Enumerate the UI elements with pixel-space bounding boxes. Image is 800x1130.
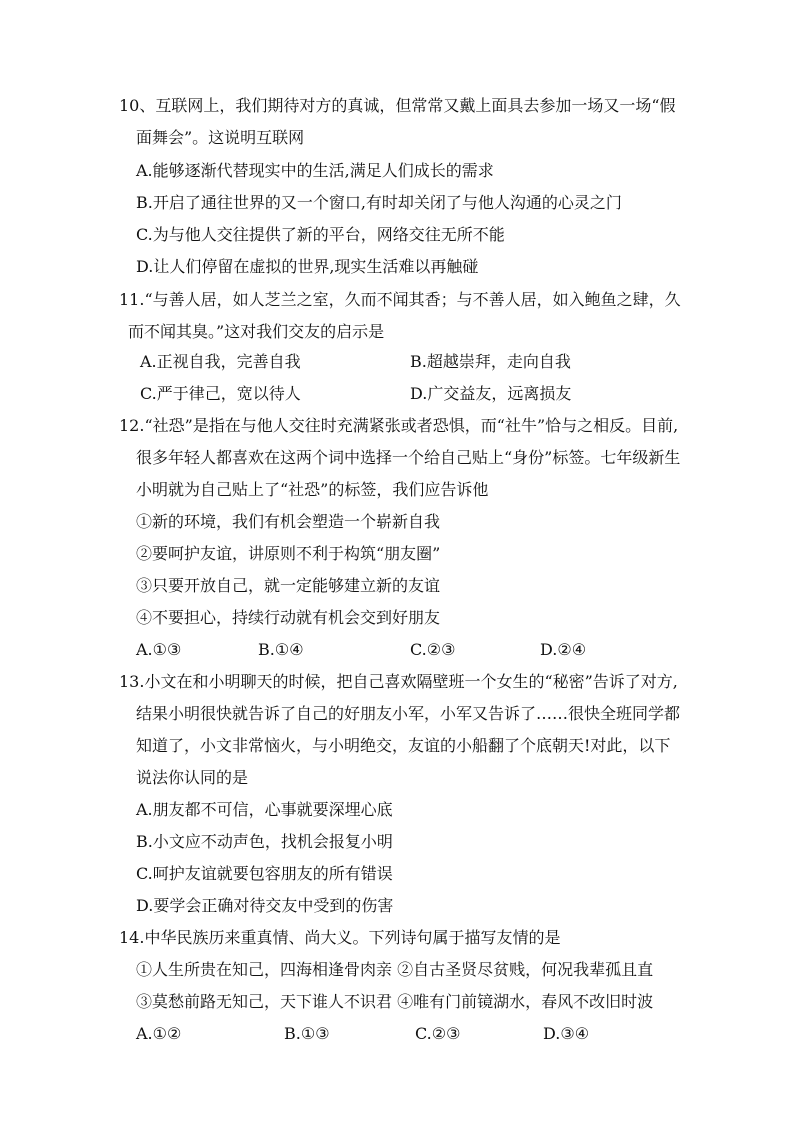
- q12-statement-2: ②要呵护友谊，讲原则不利于构筑“朋友圈”: [136, 544, 441, 563]
- q14-options-row: [0, 1024, 800, 1044]
- q13-stem-line2: 结果小明很快就告诉了自己的好朋友小军，小军又告诉了……很快全班同学都: [136, 704, 681, 723]
- q14-option-c: C.②③: [415, 1024, 461, 1043]
- q10-option-c: C.为与他人交往提供了新的平台，网络交往无所不能: [136, 225, 505, 244]
- q12-stem-line2: 很多年轻人都喜欢在这两个词中选择一个给自己贴上“身份”标签。七年级新生: [136, 448, 681, 467]
- q12-stem-line1: 12.“社恐”是指在与他人交往时充满紧张或者恐惧，而“社牛”恰与之相反。目前,: [119, 416, 679, 435]
- q13-option-c: C.呵护友谊就要包容朋友的所有错误: [136, 864, 393, 883]
- q13-option-a: A.朋友都不可信，心事就要深埋心底: [136, 800, 393, 819]
- q14-option-a: A.①②: [136, 1024, 182, 1043]
- q10-stem-line2: 面舞会”。这说明互联网: [136, 128, 305, 147]
- q11-option-b: B.超越崇拜，走向自我: [410, 352, 571, 371]
- q12-statement-1: ①新的环境，我们有机会塑造一个崭新自我: [136, 512, 441, 531]
- q10-option-b: B.开启了通往世界的又一个窗口,有时却关闭了与他人沟通的心灵之门: [136, 193, 622, 212]
- q12-options-row: [0, 640, 800, 660]
- q12-stem-line3: 小明就为自己贴上了“社恐”的标签，我们应告诉他: [136, 480, 489, 499]
- q11-options-row1: [0, 352, 800, 372]
- q10-option-d: D.让人们停留在虚拟的世界,现实生活难以再触碰: [136, 257, 479, 276]
- q13-stem-line4: 说法你认同的是: [136, 768, 249, 787]
- q11-option-a: A.正视自我，完善自我: [140, 352, 301, 371]
- q11-stem-line1: 11.“与善人居，如人芝兰之室，久而不闻其香；与不善人居，如入鲍鱼之肆，久: [119, 290, 681, 309]
- q12-statement-3: ③只要开放自己，就一定能够建立新的友谊: [136, 576, 441, 595]
- q10-option-a: A.能够逐渐代替现实中的生活,满足人们成长的需求: [136, 161, 494, 180]
- q12-option-d: D.②④: [540, 640, 587, 659]
- q14-statements-3-4: ③莫愁前路无知己，天下谁人不识君 ④唯有门前镜湖水，春风不改旧时波: [136, 992, 654, 1011]
- q12-option-a: A.①③: [136, 640, 182, 659]
- q13-option-d: D.要学会正确对待交友中受到的伤害: [136, 896, 394, 915]
- q14-statements-1-2: ①人生所贵在知己，四海相逢骨肉亲 ②自古圣贤尽贫贱，何况我辈孤且直: [136, 960, 654, 979]
- q14-stem-line1: 14.中华民族历来重真情、尚大义。下列诗句属于描写友情的是: [119, 928, 561, 947]
- q13-stem-line1: 13.小文在和小明聊天的时候，把自己喜欢隔壁班一个女生的“秘密”告诉了对方,: [119, 672, 678, 691]
- q11-option-c: C.严于律己，宽以待人: [140, 384, 301, 403]
- q11-option-d: D.广交益友，远离损友: [410, 384, 572, 403]
- q14-option-b: B.①③: [284, 1024, 330, 1043]
- q13-option-b: B.小文应不动声色，找机会报复小明: [136, 832, 393, 851]
- q12-option-c: C.②③: [410, 640, 456, 659]
- q13-stem-line3: 知道了，小文非常恼火，与小明绝交，友谊的小船翻了个底朝天!对此，以下: [136, 736, 671, 755]
- q11-options-row2: [0, 384, 800, 404]
- q14-option-d: D.③④: [543, 1024, 590, 1043]
- q11-stem-line2: 而不闻其臭。”这对我们交友的启示是: [128, 322, 385, 341]
- q10-stem-line1: 10、互联网上，我们期待对方的真诚，但常常又戴上面具去参加一场又一场“假: [119, 96, 676, 115]
- q12-option-b: B.①④: [258, 640, 304, 659]
- q12-statement-4: ④不要担心，持续行动就有机会交到好朋友: [136, 608, 441, 627]
